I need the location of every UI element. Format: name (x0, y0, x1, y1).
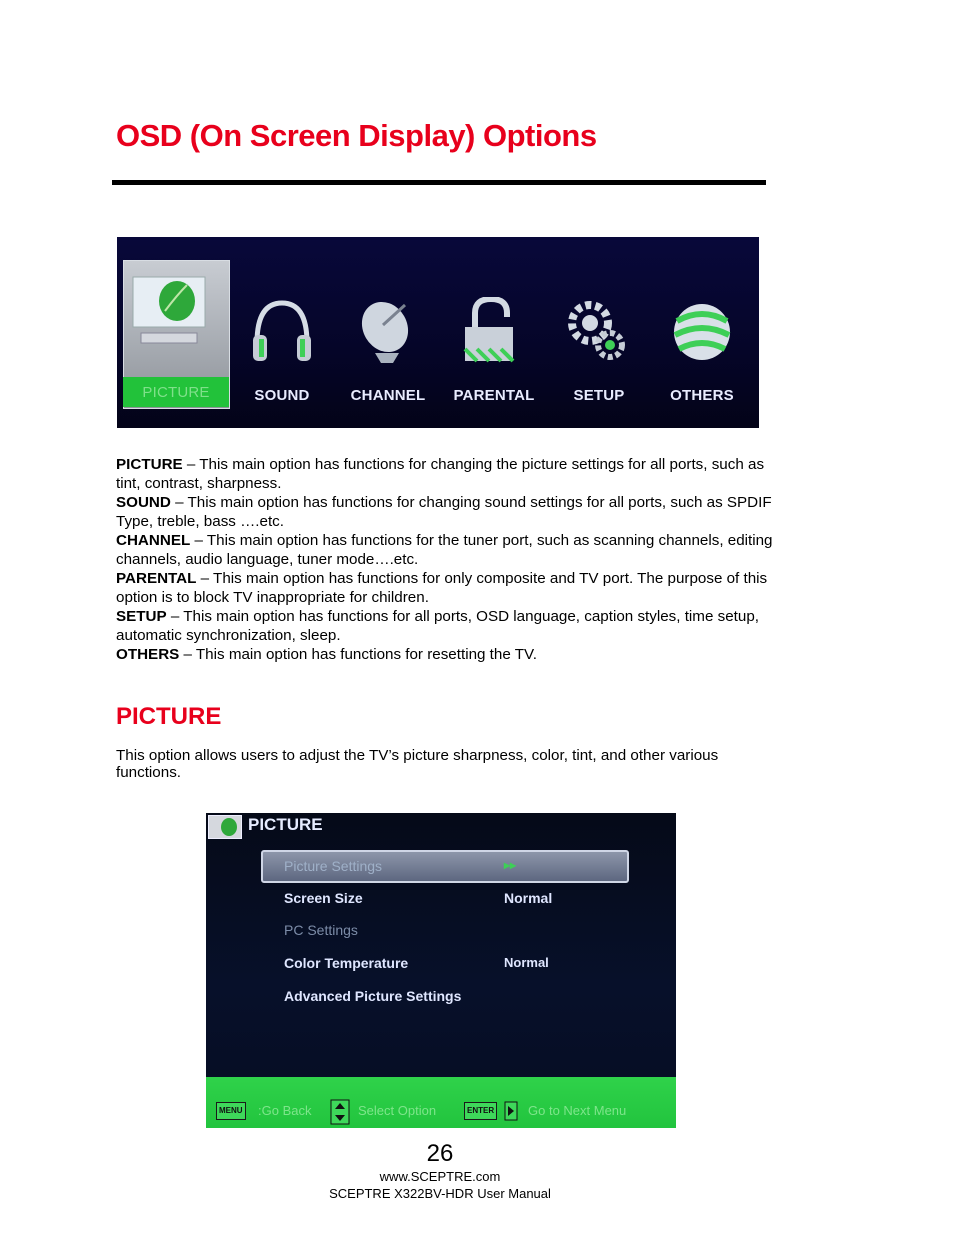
padlock-icon (459, 297, 529, 367)
title-rule (112, 180, 766, 185)
row-advanced-picture-settings: Advanced Picture Settings (284, 988, 462, 1004)
description-others: OTHERS – This main option has functions for resetting the TV. (116, 646, 537, 663)
menu-item-label: CHANNEL (350, 387, 426, 404)
menu-item-label: PARENTAL (453, 387, 535, 404)
picture-icon (208, 815, 242, 839)
picture-icon (129, 275, 209, 345)
page-title: OSD (On Screen Display) Options (116, 118, 597, 153)
picture-menu-screenshot (206, 813, 676, 1128)
menu-item-setup (547, 237, 651, 428)
menu-item-parental (442, 237, 546, 428)
gears-icon (564, 297, 634, 367)
osd-main-menu-screenshot (117, 237, 759, 428)
satellite-dish-icon (353, 297, 423, 367)
menu-item-label: OTHERS (670, 387, 734, 404)
menu-item-label: PICTURE (142, 384, 210, 401)
picture-menu-title: PICTURE (248, 815, 323, 834)
description-parental: PARENTAL – This main option has functions for only composite and TV port. The purpose of this option is to block TV inappropriate for children. (116, 570, 768, 606)
page-number: 26 (426, 1140, 454, 1167)
description-channel: CHANNEL – This main option has functions for the tuner port, such as scanning channels, editing channels, audio language, tuner mode….etc. (116, 532, 773, 568)
row-pc-settings: PC Settings (284, 922, 358, 938)
menu-item-sound (230, 237, 334, 428)
menu-item-channel (336, 237, 440, 428)
go-back-hint: :Go Back (258, 1103, 312, 1118)
menu-key: MENU (216, 1102, 246, 1120)
description-setup: SETUP – This main option has functions for all ports, OSD language, caption styles, time setup, automatic synchronization, sleep. (116, 608, 759, 644)
menu-item-label: SOUND (254, 387, 310, 404)
menu-item-label: SETUP (573, 387, 625, 404)
row-picture-settings: Picture Settings (284, 858, 383, 874)
section-heading: PICTURE (116, 703, 222, 730)
next-menu-hint: Go to Next Menu (528, 1103, 627, 1118)
row-screen-size-value: Normal (504, 890, 553, 906)
enter-key: ENTER (464, 1102, 497, 1120)
row-color-temperature: Color Temperature (284, 955, 409, 971)
row-color-temperature-value: Normal (504, 955, 549, 970)
footer-manual-title: SCEPTRE X322BV-HDR User Manual (329, 1186, 551, 1201)
option-descriptions (116, 455, 776, 664)
description-sound: SOUND – This main option has functions for changing sound settings for all ports, such as SPDIF Type, treble, bass ….etc. (116, 494, 772, 530)
row-arrow-icon: ▸▸ (504, 858, 517, 872)
sphere-icon (667, 297, 737, 367)
menu-item-picture (117, 237, 221, 428)
description-picture: PICTURE – This main option has functions for changing the picture settings for all ports, such as tint, contrast, sharpness. (116, 456, 765, 492)
section-intro: This option allows users to adjust the TV’s picture sharpness, color, tint, and other various functions. (116, 747, 719, 781)
footer-url: www.SCEPTRE.com (379, 1169, 501, 1184)
up-down-arrow-icon (330, 1099, 350, 1125)
headphones-icon (247, 297, 317, 367)
select-option-hint: Select Option (358, 1103, 437, 1118)
row-screen-size: Screen Size (284, 890, 363, 906)
menu-item-others (650, 237, 754, 428)
picture-menu-footer (206, 1077, 676, 1128)
right-arrow-icon (504, 1101, 518, 1121)
